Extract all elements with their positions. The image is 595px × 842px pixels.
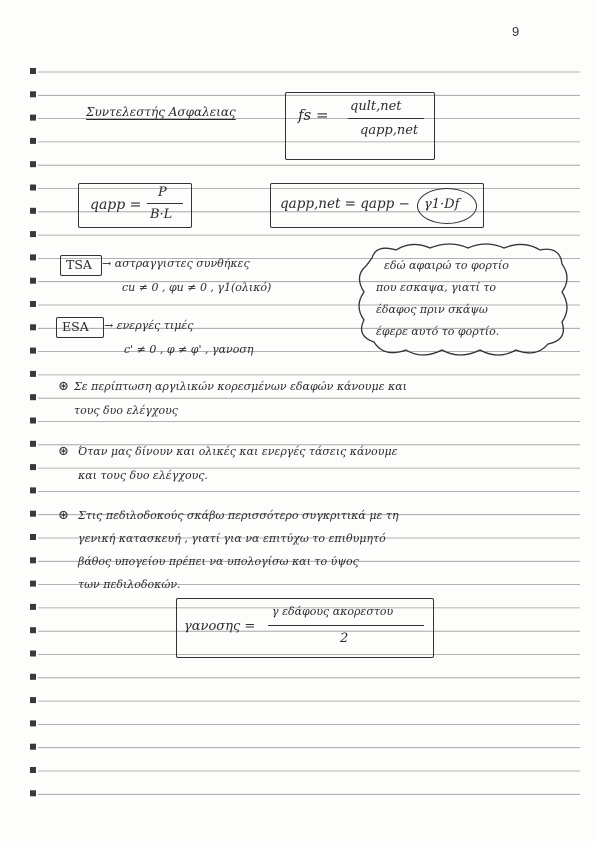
margin-mark	[30, 604, 36, 610]
note-3-line-1: Στις πεδιλοδοκούς σκάβω περισσότερο συγκριτικά με τη	[78, 509, 399, 522]
note-3-line-3: βάθος υπογείου πρέπει να υπολογίσω και το ύψος	[78, 555, 359, 568]
ganosi-fraction-bar	[268, 625, 424, 626]
fs-fraction-bar	[348, 118, 424, 119]
margin-mark	[30, 790, 36, 796]
margin-mark	[30, 185, 36, 191]
cloud-note-line-2: που εσκαψα, γιατί το	[376, 281, 497, 294]
margin-mark	[30, 138, 36, 144]
fs-lhs: fs =	[298, 106, 329, 124]
esa-line1: → ενεργές τιμές	[104, 319, 194, 332]
note-1-line-2: τους δυο ελέγχους	[74, 404, 178, 417]
margin-mark	[30, 464, 36, 470]
cloud-note-line-4: έφερε αυτό το φορτίο.	[376, 325, 500, 338]
margin-mark	[30, 511, 36, 517]
margin-mark	[30, 208, 36, 214]
margin-mark	[30, 348, 36, 354]
margin-mark	[30, 557, 36, 563]
esa-line2: c' ≠ 0 , φ ≠ φ' , γανοση	[124, 343, 254, 356]
margin-mark	[30, 441, 36, 447]
margin-mark	[30, 674, 36, 680]
margin-mark	[30, 697, 36, 703]
margin-mark	[30, 767, 36, 773]
margin-mark	[30, 254, 36, 260]
margin-mark	[30, 627, 36, 633]
qapp-fraction-bar	[147, 203, 183, 204]
margin-mark	[30, 651, 36, 657]
margin-mark	[30, 161, 36, 167]
margin-mark	[30, 324, 36, 330]
gamma-df-term: γ1·Df	[424, 197, 460, 212]
note-1-line-1: Σε περίπτωση αργιλικών κορεσμένων εδαφών κάνουμε και	[74, 380, 407, 393]
note-3-line-2: γενική κατασκευή , γιατί για να επιτύχω το επιθυμητό	[78, 532, 386, 545]
page-number: 9	[512, 24, 520, 39]
margin-mark	[30, 418, 36, 424]
margin-mark	[30, 534, 36, 540]
fs-numerator: qult,net	[350, 99, 402, 114]
margin-mark	[30, 371, 36, 377]
margin-mark	[30, 91, 36, 97]
margin-mark	[30, 278, 36, 284]
note-2-bullet-icon: ⊛	[58, 444, 69, 459]
margin-mark	[30, 394, 36, 400]
fs-denominator: qapp,net	[360, 123, 419, 138]
ganosi-denominator: 2	[340, 631, 349, 646]
ganosi-numerator: γ εδάφους ακορεστου	[272, 605, 394, 618]
note-3-line-4: των πεδιλοδοκών.	[78, 578, 181, 591]
page-title: Συντελεστής Ασφαλειας	[86, 105, 236, 119]
ganosi-lhs: γανοσης =	[184, 619, 256, 634]
margin-mark	[30, 581, 36, 587]
note-2-line-2: και τους δυο ελέγχους.	[78, 469, 208, 482]
margin-mark	[30, 231, 36, 237]
margin-mark	[30, 720, 36, 726]
tsa-line2: cu ≠ 0 , φu ≠ 0 , γ1(ολικό)	[122, 281, 272, 294]
margin-mark	[30, 68, 36, 74]
tsa-label: TSA	[66, 257, 92, 272]
note-1-bullet-icon: ⊛	[58, 379, 69, 394]
margin-mark	[30, 115, 36, 121]
esa-label: ESA	[62, 319, 89, 334]
margin-mark	[30, 301, 36, 307]
cloud-note-line-3: έδαφος πριν σκάψω	[376, 303, 488, 316]
margin-mark	[30, 744, 36, 750]
qappnet-lhs: qapp,net = qapp −	[280, 196, 410, 212]
note-3-bullet-icon: ⊛	[58, 508, 69, 523]
tsa-line1: → αστραγγιστες συνθήκες	[102, 257, 250, 270]
qapp-numerator: P	[158, 185, 167, 200]
margin-mark	[30, 487, 36, 493]
qapp-denominator: B·L	[150, 207, 173, 222]
note-2-line-1: Όταν μας δίνουν και ολικές και ενεργές τάσεις κάνουμε	[78, 445, 398, 458]
cloud-note-line-1: εδώ αφαιρώ το φορτίο	[384, 259, 509, 272]
qapp-lhs: qapp =	[90, 197, 142, 213]
